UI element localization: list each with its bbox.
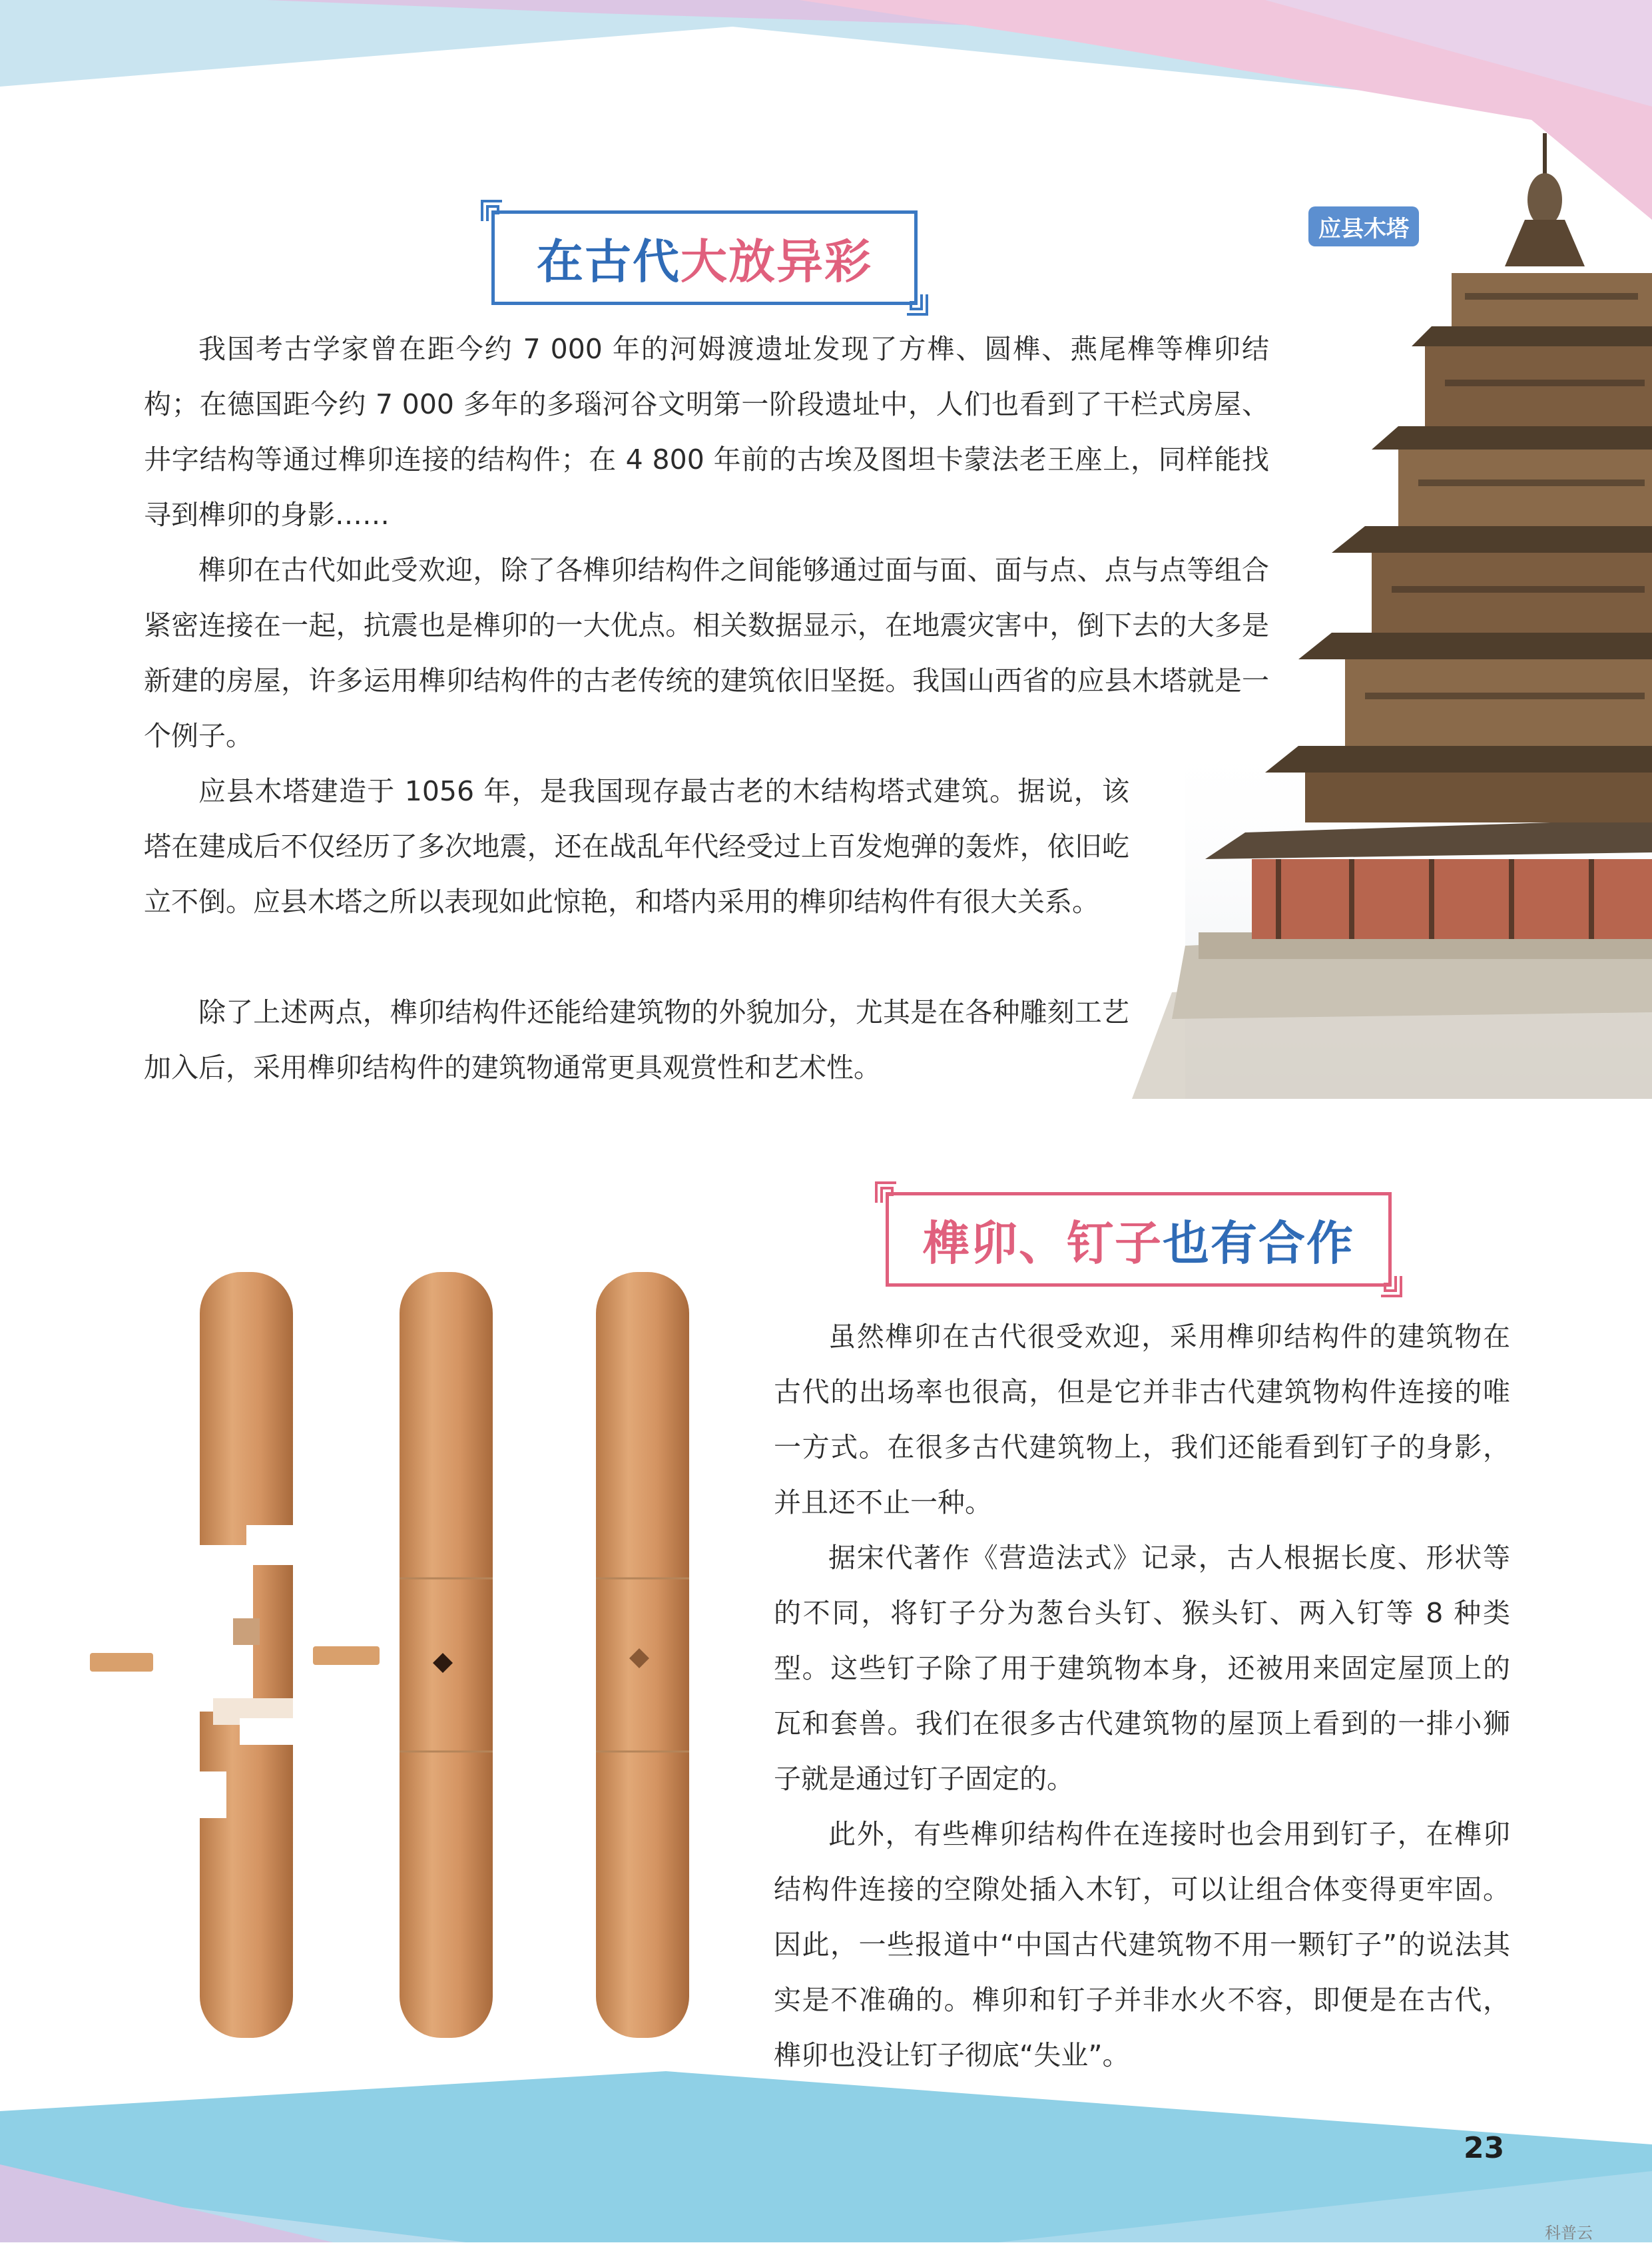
section2-title-box bbox=[886, 1192, 1392, 1287]
section2-paragraph-1: 虽然榫卯在古代很受欢迎，采用榫卯结构件的建筑物在古代的出场率也很高，但是它并非古代建筑物构件连接的唯一方式。在很多古代建筑物上，我们还能看到钉子的身影，并且还不止一种。 bbox=[774, 1321, 1510, 1518]
section1-title-pink: 大放异彩 bbox=[681, 233, 872, 289]
section1-paragraph-3: 应县木塔建造于 1056 年，是我国现存最古老的木结构塔式建筑。据说，该塔在建成后不仅经历了多次地震，还在战乱年代经受过上百发炮弹的轰炸，依旧屹立不倒。应县木塔之所以表现如此惊艳，和塔内采用的榫卯结构件有很大关系。 bbox=[144, 775, 1129, 918]
section1-title-blue: 在古代 bbox=[537, 233, 681, 289]
title-corner-ornament bbox=[1380, 1275, 1402, 1297]
title-corner-ornament bbox=[481, 200, 503, 222]
section2-title-blue: 也有合作 bbox=[1163, 1215, 1354, 1271]
pagoda-label: 应县木塔 bbox=[1308, 206, 1419, 246]
section2-title-pink: 榫卯、钉子 bbox=[923, 1215, 1163, 1271]
title-corner-ornament bbox=[906, 293, 928, 316]
section2-paragraph-3: 此外，有些榫卯结构件在连接时也会用到钉子，在榫卯结构件连接的空隙处插入木钉，可以让组合体变得更牢固。因此，一些报道中“中国古代建筑物不用一颗钉子”的说法其实是不准确的。榫卯和钉子并非水火不容，即便是在古代，榫卯也没让钉子彻底“失业”。 bbox=[774, 1818, 1510, 2071]
page-number: 23 bbox=[1464, 2131, 1505, 2165]
section2-paragraph-2: 据宋代著作《营造法式》记录，古人根据长度、形状等的不同，将钉子分为葱台头钉、猴头钉、两入钉等 8 种类型。这些钉子除了用于建筑物本身，还被用来固定屋顶上的瓦和套兽。我们在很多古代建筑物的屋顶上看到的一排小狮子就是通过钉子固定的。 bbox=[774, 1542, 1510, 1795]
section1-paragraph-1: 我国考古学家曾在距今约 7 000 年的河姆渡遗址发现了方榫、圆榫、燕尾榫等榫卯结构；在德国距今约 7 000 多年的多瑙河谷文明第一阶段遗址中，人们也看到了干栏式房屋、井字结构等通过榫卯连接的结构件；在 4 800 年前的古埃及图坦卡蒙法老王座上，同样能找寻到榫卯的身影…… bbox=[144, 333, 1269, 531]
section1-title bbox=[537, 224, 872, 292]
bottom-decorative-band bbox=[0, 2071, 1652, 2242]
section1-paragraph-2: 榫卯在古代如此受欢迎，除了各榫卯结构件之间能够通过面与面、面与点、点与点等组合紧密连接在一起，抗震也是榫卯的一大优点。相关数据显示，在地震灾害中，倒下去的大多是新建的房屋，许多运用榫卯结构件的古老传统的建筑依旧坚挺。我国山西省的应县木塔就是一个例子。 bbox=[144, 554, 1269, 752]
title-corner-ornament bbox=[875, 1181, 898, 1204]
watermark: 科普云 bbox=[1545, 2224, 1593, 2242]
mortise-tenon-joint-image bbox=[80, 1259, 719, 2058]
section1-paragraph-4: 除了上述两点，榫卯结构件还能给建筑物的外貌加分，尤其是在各种雕刻工艺加入后，采用榫卯结构件的建筑物通常更具观赏性和艺术性。 bbox=[144, 996, 1129, 1084]
section1-title-box bbox=[491, 210, 918, 305]
yingxian-wooden-pagoda-image bbox=[1132, 127, 1652, 1099]
section2-title bbox=[923, 1206, 1354, 1273]
